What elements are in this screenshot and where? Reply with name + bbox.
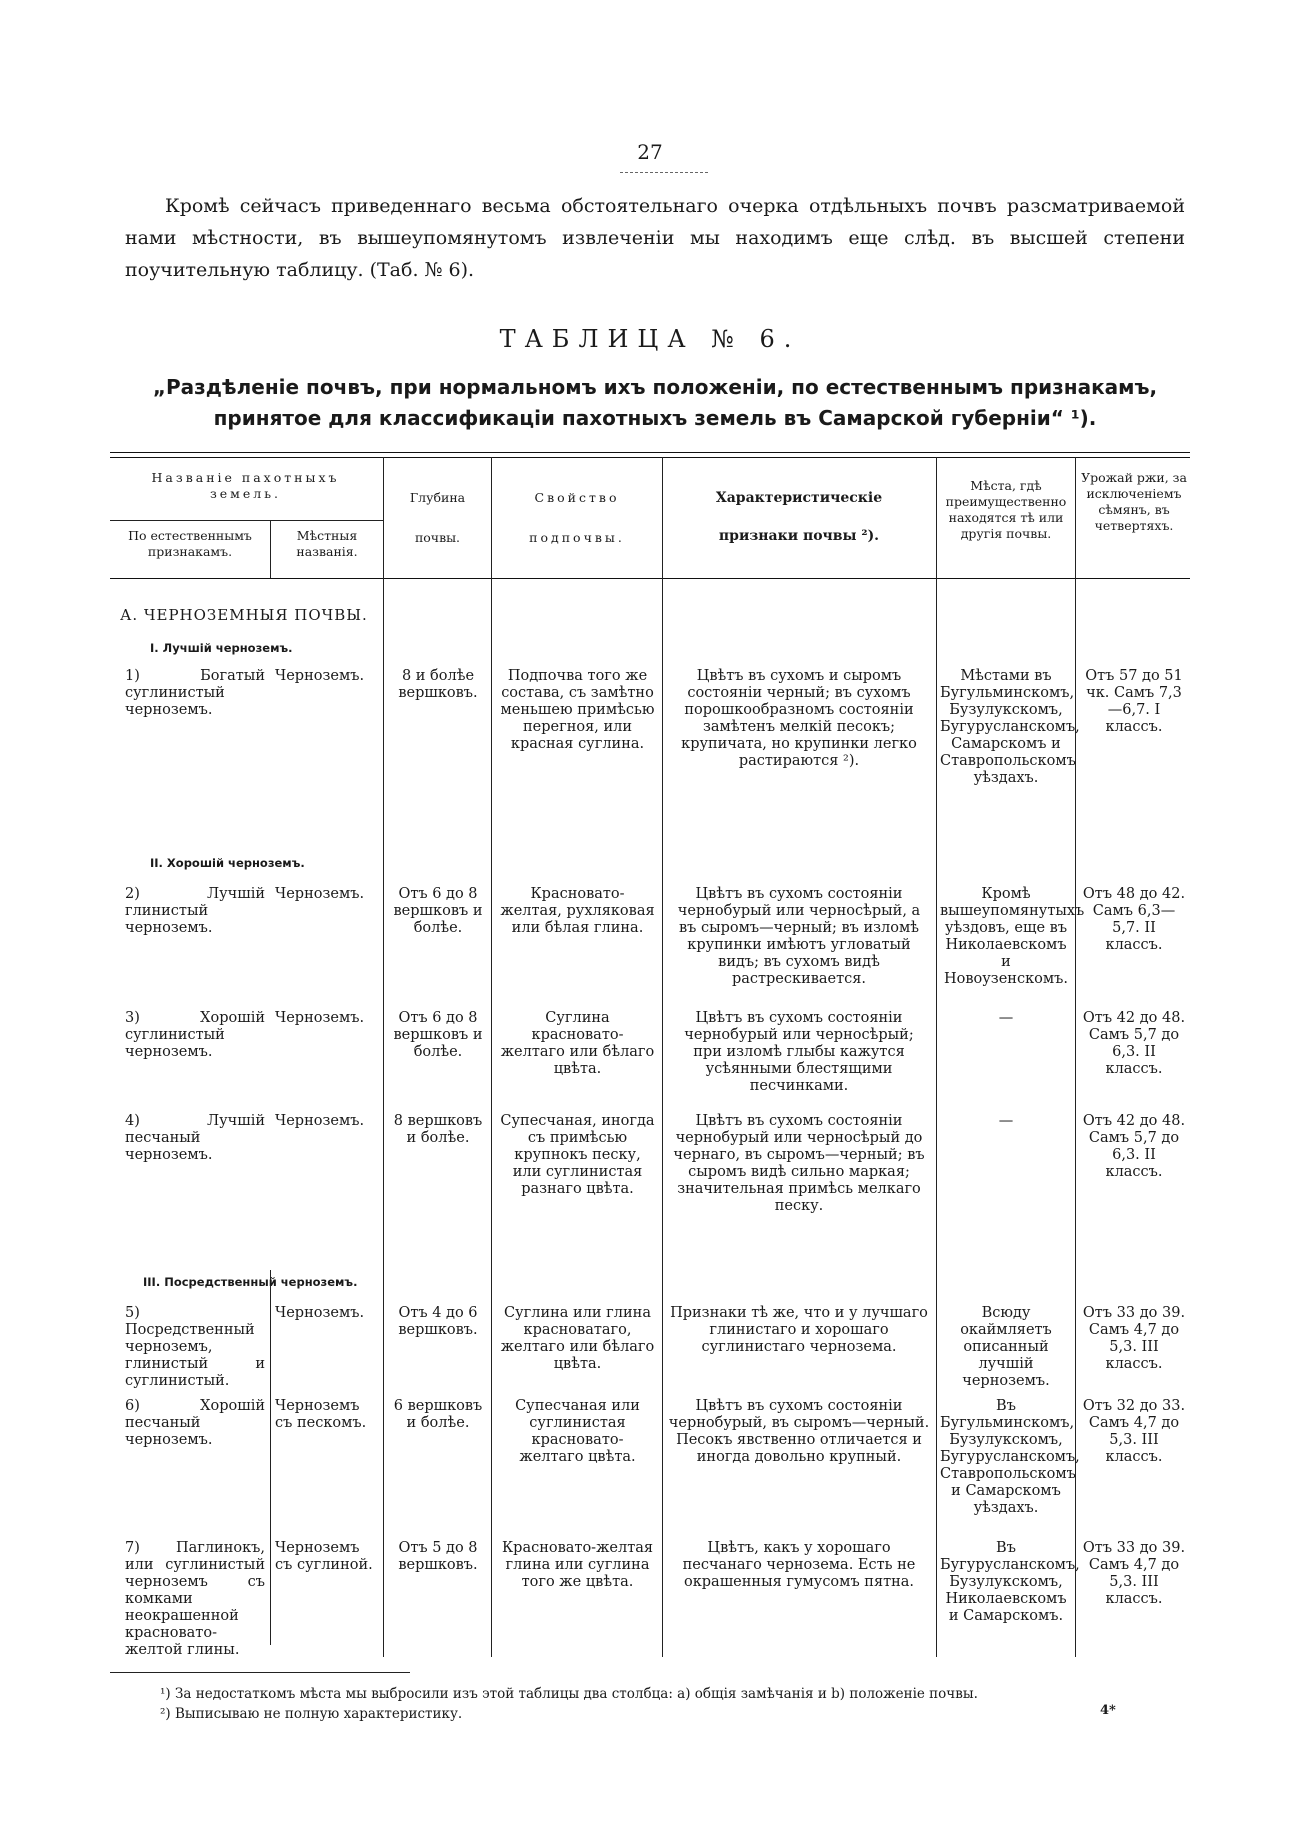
header-depth-top: Глубина	[409, 490, 466, 505]
header-places: Мѣста, гдѣ преимущественно находятся тѣ или другія почвы.	[945, 478, 1067, 541]
cell-name: 7) Паглинокъ, или суглинистый черноземъ съ комками неокрашенной красновато-желтой глины.	[125, 1540, 265, 1658]
page-number-rule	[620, 172, 708, 173]
table-top-rule	[110, 452, 1190, 453]
cell-places: Въ Бугульминскомъ, Бузулукскомъ, Бугурусланскомъ, Ставропольскомъ и Самарскомъ уѣздахъ.	[940, 1398, 1080, 1516]
table-top-rule-inner	[110, 457, 1190, 458]
cell-name: 6) Хорошій песчаный черноземъ.	[125, 1398, 265, 1448]
table-title: ТАБЛИЦА № 6.	[499, 325, 801, 353]
col-divider	[936, 457, 937, 1657]
cell-yield: Отъ 42 до 48. Самъ 5,7 до 6,3. II классъ.	[1082, 1010, 1186, 1077]
cell-name: 5) Посредственный черноземъ, глинистый и суглинистый.	[125, 1305, 265, 1389]
cell-places: Кромѣ вышеупомянутыхъ уѣздовъ, еще въ Николаевскомъ и Новоузенскомъ.	[940, 886, 1085, 987]
subsection-medium: III. Посредственный черноземъ.	[143, 1275, 358, 1289]
cell-features: Цвѣтъ въ сухомъ и сыромъ состояніи черный; въ сухомъ порошкообразномъ состояніи замѣтенъ мелкій песокъ; крупичата, но крупинки легко растираются ²).	[681, 668, 917, 769]
cell-depth: 8 вершковъ и болѣе.	[393, 1113, 483, 1146]
cell-subsoil: Красновато-желтая глина или суглина того же цвѣта.	[501, 1540, 654, 1590]
cell-local: Черноземъ съ суглиной.	[275, 1540, 373, 1573]
cell-yield: Отъ 33 до 39. Самъ 4,7 до 5,3. III классъ.	[1082, 1540, 1186, 1607]
cell-subsoil: Суглина или глина красноватаго, желтаго или бѣлаго цвѣта.	[500, 1305, 655, 1372]
subsection-good: II. Хорошій черноземъ.	[150, 856, 305, 870]
cell-name: 4) Лучшій песчаный черноземъ.	[125, 1113, 265, 1163]
table-caption: „Раздѣленіе почвъ, при нормальномъ ихъ положеніи, по естественнымъ признакамъ, принятое для классификаціи пахотныхъ земель въ Самарской губерніи“ ¹).	[152, 375, 1158, 430]
cell-places: —	[998, 1010, 1014, 1026]
header-name-group: Названіе пахотныхъ земель.	[151, 470, 340, 501]
header-depth-bottom: почвы.	[414, 530, 461, 545]
footnote: ¹) За недостаткомъ мѣста мы выбросили изъ этой таблицы два столбца: a) общія замѣчанія и b) положеніе почвы.	[160, 1686, 978, 1702]
header-yield: Урожай ржи, за исключеніемъ сѣмянъ, въ четвертяхъ.	[1081, 470, 1187, 533]
footnote-rule	[110, 1672, 410, 1673]
header-subsoil-top: Свойство	[534, 490, 620, 505]
cell-subsoil: Супесчаная, иногда съ примѣсью крупнокъ песку, или суглинистая разнаго цвѣта.	[500, 1113, 655, 1197]
page-number: 27	[637, 140, 663, 164]
cell-features: Признаки тѣ же, что и у лучшаго глинистаго и хорошаго суглинистаго чернозема.	[670, 1305, 928, 1355]
header-bottom-rule	[110, 578, 1190, 579]
cell-features: Цвѣтъ въ сухомъ состояніи чернобурый или черносѣрый; при изломѣ глыбы кажутся усѣянными блестящими песчинками.	[684, 1010, 914, 1094]
cell-local: Черноземъ.	[275, 668, 365, 684]
header-by-natural: По естественнымъ признакамъ.	[128, 528, 252, 559]
col-divider	[491, 457, 492, 1657]
cell-depth: Отъ 4 до 6 вершковъ.	[398, 1305, 478, 1338]
col-divider	[662, 457, 663, 1657]
cell-features: Цвѣтъ въ сухомъ состояніи чернобурый или черносѣрый, а въ сыромъ—черный; въ изломѣ крупинки имѣютъ угловатый видъ; въ сухомъ видѣ растрескивается.	[677, 886, 921, 987]
cell-places: Всюду окаймляетъ описанный лучшій черноземъ.	[960, 1305, 1052, 1389]
header-features-bottom: признаки почвы ²).	[718, 528, 880, 544]
section-a-title: А. ЧЕРНОЗЕМНЫЯ ПОЧВЫ.	[120, 606, 368, 624]
signature-mark: 4*	[1100, 1703, 1116, 1718]
header-local-name: Мѣстныя названія.	[296, 528, 358, 559]
cell-depth: Отъ 6 до 8 вершковъ и болѣе.	[393, 886, 483, 936]
cell-name: 1) Богатый суглинистый черноземъ.	[125, 668, 265, 718]
col-divider	[383, 457, 384, 1657]
cell-yield: Отъ 57 до 51 чк. Самъ 7,3—6,7. I классъ.	[1085, 668, 1183, 735]
cell-features: Цвѣтъ, какъ у хорошаго песчанаго чернозема. Есть не окрашенныя гумусомъ пятна.	[682, 1540, 916, 1590]
cell-depth: Отъ 5 до 8 вершковъ.	[398, 1540, 478, 1573]
cell-local: Черноземъ.	[275, 1305, 365, 1321]
cell-features: Цвѣтъ въ сухомъ состояніи чернобурый или черносѣрый до чернаго, въ сыромъ—черный; въ сыромъ видѣ сильно маркая; значительная примѣсь мелкаго песку.	[673, 1113, 925, 1214]
cell-depth: 8 и болѣе вершковъ.	[398, 668, 478, 701]
cell-subsoil: Супесчаная или суглинистая красновато-желтаго цвѣта.	[515, 1398, 640, 1465]
cell-name: 3) Хорошій суглинистый черноземъ.	[125, 1010, 265, 1060]
cell-subsoil: Подпочва того же состава, съ замѣтно меньшею примѣсью перегноя, или красная суглина.	[500, 668, 655, 752]
cell-places: Мѣстами въ Бугульминскомъ, Бузулукскомъ, Бугурусланскомъ, Самарскомъ и Ставропольскомъ уѣздахъ.	[940, 668, 1080, 786]
cell-yield: Отъ 48 до 42. Самъ 6,3—5,7. II классъ.	[1082, 886, 1186, 953]
cell-yield: Отъ 42 до 48. Самъ 5,7 до 6,3. II классъ.	[1082, 1113, 1186, 1180]
header-features-top: Характеристическіе	[715, 490, 883, 506]
cell-yield: Отъ 33 до 39. Самъ 4,7 до 5,3. III классъ.	[1082, 1305, 1186, 1372]
cell-yield: Отъ 32 до 33. Самъ 4,7 до 5,3. III классъ.	[1082, 1398, 1186, 1465]
cell-subsoil: Суглина красновато-желтаго или бѣлаго цвѣта.	[500, 1010, 655, 1077]
intro-paragraph: Кромѣ сейчасъ приведеннаго весьма обстоятельнаго очерка отдѣльныхъ почвъ разсматриваемой нами мѣстности, въ вышеупомянутомъ извлеченіи мы находимъ еще слѣд. въ высшей степени поучительную таблицу. (Таб. № 6).	[125, 195, 1185, 281]
cell-local: Черноземъ.	[275, 1010, 365, 1026]
name-group-rule	[110, 520, 383, 521]
footnote: ²) Выписываю не полную характеристику.	[160, 1706, 463, 1722]
cell-places: —	[998, 1113, 1014, 1129]
cell-local: Черноземъ.	[275, 1113, 365, 1129]
cell-local: Черноземъ съ пескомъ.	[275, 1398, 367, 1431]
subsection-best: I. Лучшій черноземъ.	[150, 641, 293, 655]
cell-places: Въ Бугурусланскомъ, Бузулукскомъ, Николаевскомъ и Самарскомъ.	[940, 1540, 1080, 1624]
cell-depth: Отъ 6 до 8 вершковъ и болѣе.	[393, 1010, 483, 1060]
cell-subsoil: Красновато-желтая, рухляковая или бѣлая глина.	[500, 886, 655, 936]
cell-features: Цвѣтъ въ сухомъ состояніи чернобурый, въ сыромъ—черный. Песокъ явственно отличается и иногда довольно крупный.	[668, 1398, 930, 1465]
cell-depth: 6 вершковъ и болѣе.	[393, 1398, 483, 1431]
col-divider-local-body	[270, 1270, 271, 1645]
cell-local: Черноземъ.	[275, 886, 365, 902]
header-subsoil-bottom: подпочвы.	[529, 530, 625, 545]
cell-name: 2) Лучшій глинистый черноземъ.	[125, 886, 265, 936]
col-divider-local	[270, 520, 271, 578]
